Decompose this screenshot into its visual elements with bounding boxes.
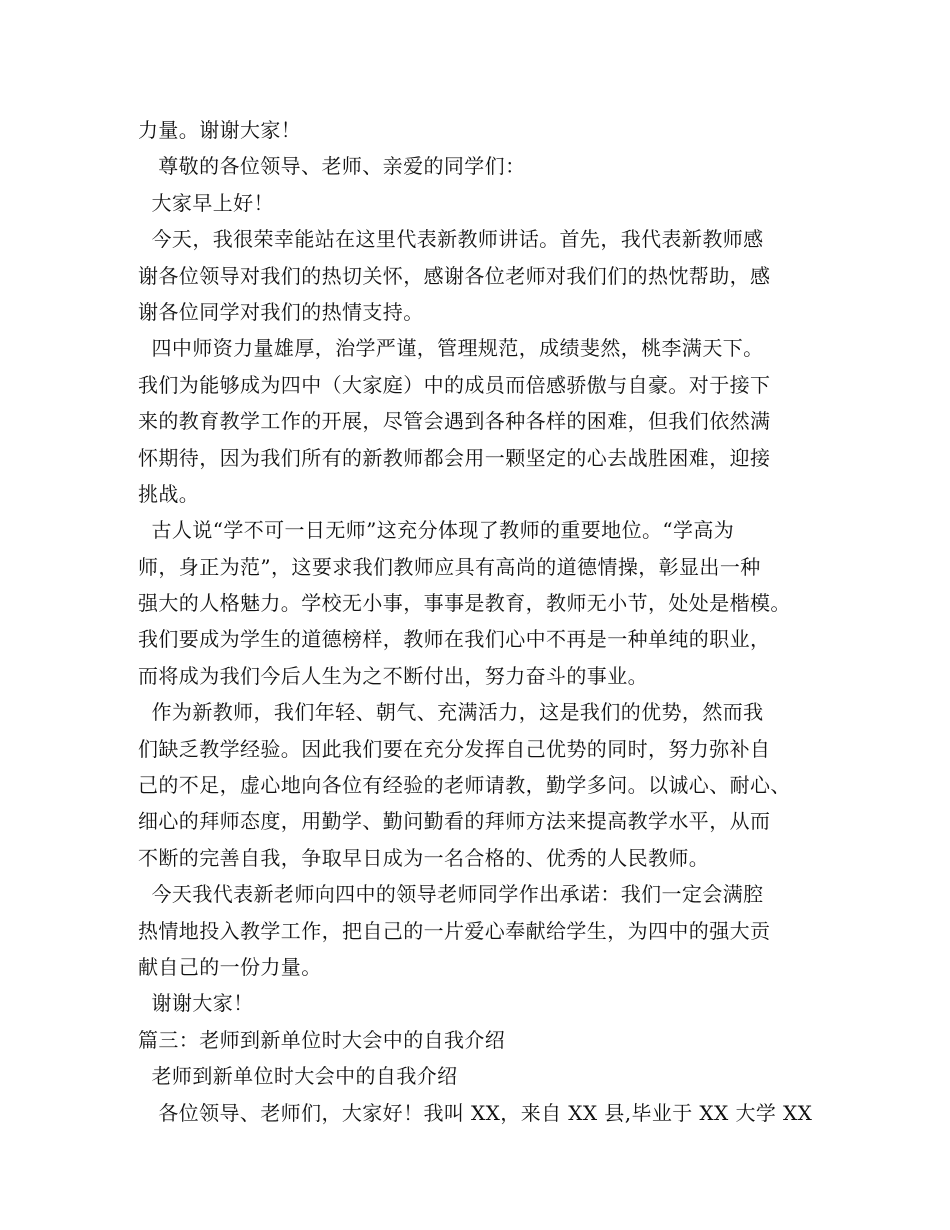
text-line: 谢各位领导对我们的热切关怀，感谢各位老师对我们们的热忱帮助，感 bbox=[138, 263, 771, 288]
text-line: 我们要成为学生的道德榜样，教师在我们心中不再是一种单纯的职业， bbox=[138, 627, 771, 652]
text-line: 怀期待，因为我们所有的新教师都会用一颗坚定的心去战胜困难，迎接 bbox=[138, 445, 771, 470]
text-line: 力量。谢谢大家！ bbox=[138, 118, 302, 142]
text-line: 师，身正为范”，这要求我们教师应具有高尚的道德情操，彰显出一种 bbox=[138, 554, 761, 579]
text-line: 不断的完善自我，争取早日成为一名合格的、优秀的人民教师。 bbox=[138, 845, 710, 870]
text-line: 来的教育教学工作的开展，尽管会遇到各种各样的困难，但我们依然满 bbox=[138, 409, 771, 434]
text-line: 古人说“学不可一日无师”这充分体现了教师的重要地位。“学高为 bbox=[138, 518, 735, 543]
text-line: 谢谢大家！ bbox=[138, 991, 254, 1016]
text-line: 四中师资力量雄厚，治学严谨，管理规范，成绩斐然，桃李满天下。 bbox=[138, 336, 764, 361]
text-line: 己的不足，虚心地向各位有经验的老师请教，勤学多问。以诚心、耐心、 bbox=[138, 773, 791, 798]
text-line: 献自己的一份力量。 bbox=[138, 954, 322, 979]
text-line: 今天我代表新老师向四中的领导老师同学作出承诺：我们一定会满腔 bbox=[138, 882, 764, 907]
text-line: 细心的拜师态度，用勤学、勤问勤看的拜师方法来提高教学水平，从而 bbox=[138, 809, 771, 834]
document-body bbox=[138, 112, 828, 1131]
text-line: 各位领导、老师们，大家好！我叫 XX，来自 XX 县,毕业于 XX 大学 XX bbox=[138, 1100, 813, 1125]
text-line: 热情地投入教学工作，把自己的一片爱心奉献给学生，为四中的强大贡 bbox=[138, 918, 771, 943]
text-line: 们缺乏教学经验。因此我们要在充分发挥自己优势的同时，努力弥补自 bbox=[138, 736, 771, 761]
text-line: 大家早上好！ bbox=[138, 190, 274, 215]
text-line: 挑战。 bbox=[138, 481, 200, 506]
text-line: 我们为能够成为四中（大家庭）中的成员而倍感骄傲与自豪。对于接下 bbox=[138, 372, 771, 397]
text-line: 强大的人格魅力。学校无小事，事事是教育，教师无小节，处处是楷模。 bbox=[138, 591, 791, 616]
text-line: 老师到新单位时大会中的自我介绍 bbox=[138, 1064, 458, 1089]
text-line: 尊敬的各位领导、老师、亲爱的同学们： bbox=[138, 154, 526, 179]
section-heading: 篇三：老师到新单位时大会中的自我介绍 bbox=[138, 1027, 506, 1052]
text-line: 而将成为我们今后人生为之不断付出，努力奋斗的事业。 bbox=[138, 663, 648, 688]
text-line: 今天，我很荣幸能站在这里代表新教师讲话。首先，我代表新教师感 bbox=[138, 227, 764, 252]
text-line: 谢各位同学对我们的热情支持。 bbox=[138, 299, 424, 324]
text-line: 作为新教师，我们年轻、朝气、充满活力，这是我们的优势，然而我 bbox=[138, 700, 764, 725]
